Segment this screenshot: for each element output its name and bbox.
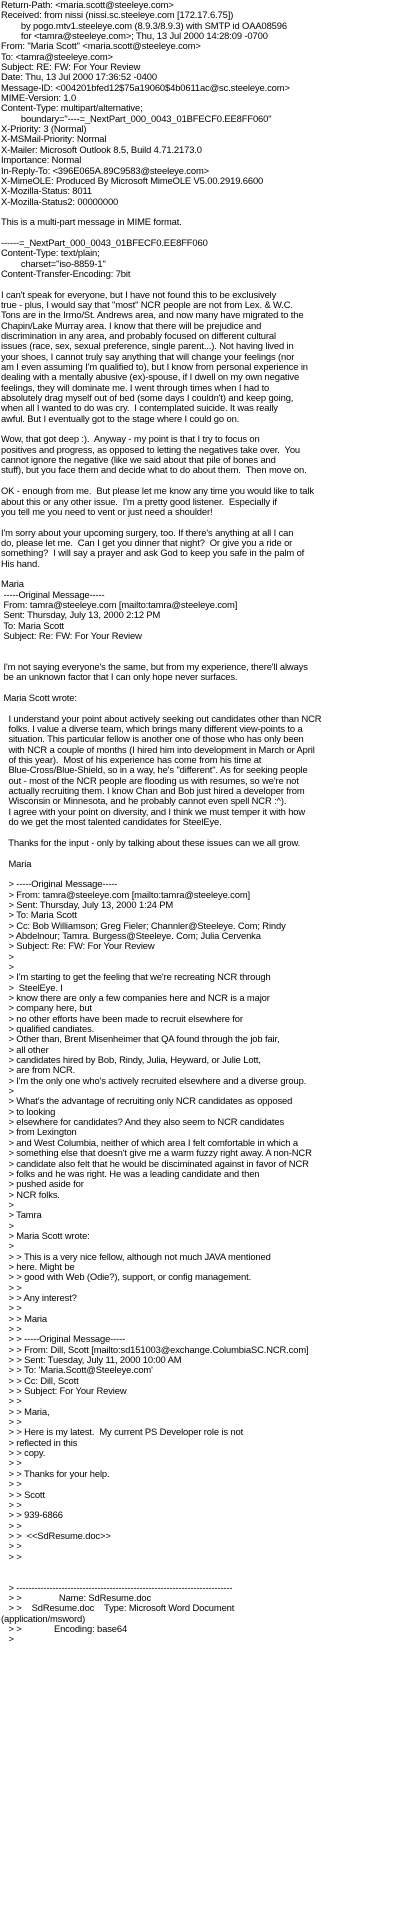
email-line [1,869,418,879]
email-line: > > copy. [1,1448,46,1459]
email-line: > > [1,1479,22,1490]
email-line: X-Priority: 3 (Normal) [1,124,87,135]
email-line: Subject: Re: FW: For Your Review [1,630,142,641]
email-line: > [1,1634,14,1645]
email-line [1,207,418,217]
email-line: > > Sent: Tuesday, July 11, 2000 10:00 AM [1,1355,182,1366]
email-line: > > Name: SdResume.doc [1,1592,152,1603]
email-line: > > SdResume.doc Type: Microsoft Word Document [1,1603,235,1614]
email-line: > To: Maria Scott [1,910,77,921]
email-line: of this year). Most of his experience has come from his time at [1,755,262,766]
email-line: > > [1,1541,22,1552]
email-line: > > To: 'Maria.Scott@Steeleye.com' [1,1365,153,1376]
email-line: I understand your point about actively seeking out candidates other than NCR [1,713,322,724]
email-line: X-MimeOLE: Produced By Microsoft MimeOLE V5.00.2919.6600 [1,175,264,186]
email-line: > > [1,1417,22,1428]
email-line: situation. This particular fellow is another one of those who has only been [1,734,304,745]
email-line: out - most of the NCR people are flooding us with resumes, so we're not [1,775,299,786]
email-line: To: <tamra@steeleye.com> [1,51,113,62]
email-line: I'm not saying everyone's the same, but from my experience, there'll always [1,662,308,672]
email-line: > Abdelnour; Tamra. Burgess@Steeleye. Com; Julia Cervenka [1,930,261,941]
email-line: Maria [1,579,24,590]
email-line [1,641,418,651]
email-line: Blue-Cross/Blue-Shield, so in a way, he's "different". As for seeking people [1,765,308,776]
email-line: > no other efforts have been made to recruit elsewhere for [1,1013,243,1024]
email-line: > here. Might be [1,1261,75,1272]
email-line: about this or any other issue. I'm a pretty good listener. Especially if [1,496,277,507]
email-line: charset="iso-8859-1" [1,258,106,269]
email-line: stuff), but you face them and decide what to do about them. Then move on. [1,465,307,476]
email-line: when all I wanted to do was cry. I contemplated suicide. It was really [1,403,278,414]
email-line: > > 939-6866 [1,1510,63,1521]
email-line [1,703,418,713]
email-line: for <tamra@steeleye.com>; Thu, 13 Jul 2000 14:28:09 -0700 [1,31,268,42]
email-line: > > Maria [1,1313,47,1324]
email-line: > > [1,1282,22,1293]
email-line: be an unknown factor that I can only hope never surfaces. [1,672,238,683]
email-line: > [1,961,14,972]
email-line: > > [1,1396,22,1407]
email-line: > > Here is my latest. My current PS Developer role is not [1,1427,244,1438]
email-line: > > [1,1499,22,1510]
email-line [1,828,418,838]
email-line: Subject: RE: FW: For Your Review [1,62,141,73]
email-line: positives and progress, as opposed to letting the negatives take over. You [1,444,301,455]
email-line: ------=_NextPart_000_0043_01BFECF0.EE8FF060 [1,237,208,248]
email-line: > all other [1,1044,49,1055]
email-line: am I even assuming I'm qualified to), but I know from personal experience in [1,362,308,373]
email-line: by pogo.mtv1.steeleye.com (8.9.3/8.9.3) with SMTP id OAA08596 [1,20,287,31]
email-line [1,279,418,289]
email-line [1,848,418,858]
email-line: > > Cc: Dill, Scott [1,1375,79,1386]
email-line: your shoes, I cannot truly say anything that will change your feelings (nor [1,351,295,362]
email-line: awful. But I eventually got to the stage where I could go on. [1,413,240,424]
email-line: > > Maria, [1,1406,50,1417]
email-line: > Subject: Re: FW: For Your Review [1,941,155,952]
email-line [1,1562,418,1572]
email-line [1,476,418,486]
email-line: Thanks for the input - only by talking about these issues can we all grow. [1,837,301,848]
email-line: discrimination in any area, and probably focused on different cultural [1,331,276,341]
email-line: Date: Thu, 13 Jul 2000 17:36:52 -0400 [1,72,157,83]
email-line [1,424,418,434]
email-line: OK - enough from me. But please let me know any time you would like to talk [1,486,314,497]
email-line [1,652,418,662]
email-line: From: tamra@steeleye.com [mailto:tamra@steeleye.com] [1,599,238,610]
email-line: > from Lexington [1,1127,77,1138]
email-line: > Sent: Thursday, July 13, 2000 1:24 PM [1,899,174,910]
email-line: > > Any interest? [1,1292,77,1303]
email-line: Content-Transfer-Encoding: 7bit [1,268,131,279]
email-line: > reflected in this [1,1437,78,1448]
email-line: do we get the most talented candidates for SteelEye. [1,817,222,828]
email-line [1,683,418,693]
email-line: > company here, but [1,1003,92,1014]
email-line: > [1,1241,14,1252]
email-line: > [1,1220,14,1231]
email-line: > [1,1199,14,1210]
email-line: > > Subject: For Your Review [1,1386,127,1397]
email-line: > candidates hired by Bob, Rindy, Julia, Heyward, or Julie Lott, [1,1055,261,1066]
email-line [1,228,418,238]
email-line: MIME-Version: 1.0 [1,93,77,104]
email-line: > > [1,1551,22,1562]
email-line: > folks and he was right. He was a leading candidate and then [1,1168,260,1179]
email-line: > > [1,1458,22,1469]
email-line: > > <<SdResume.doc>> [1,1530,111,1541]
email-line [1,1572,418,1582]
email-line: > > Encoding: base64 [1,1623,128,1634]
email-line: > [1,951,14,962]
email-line: > > [1,1520,22,1531]
email-line: X-Mozilla-Status: 8011 [1,186,92,197]
email-line [1,517,418,527]
email-line: Wisconsin or Minnesota, and he probably cannot even spell NCR :^). [1,796,287,807]
email-line: true - plus, I would say that "most" NCR people are not from Lex. & W.C. [1,299,293,310]
email-line: In-Reply-To: <396E065A.89C9583@steeleye.com> [1,165,210,176]
email-line: X-Mailer: Microsoft Outlook 8.5, Build 4.71.2173.0 [1,144,202,155]
email-line: (application/msword) [1,1613,86,1624]
email-line: > SteelEye. I [1,982,63,993]
email-line: Received: from nissi (nissi.sc.steeleye.com [172.17.6.75]) [1,10,234,21]
email-line: X-Mozilla-Status2: 00000000 [1,196,119,207]
email-line: From: "Maria Scott" <maria.scott@steeleye.com> [1,41,201,52]
email-line: > > From: Dill, Scott [mailto:sd151003@exchange.ColumbiaSC.NCR.com] [1,1344,309,1355]
email-line: > I'm starting to get the feeling that we're recreating NCR through [1,972,271,983]
email-line: > > -----Original Message----- [1,1334,126,1345]
email-line: > > [1,1324,22,1334]
email-line: > Maria Scott wrote: [1,1230,90,1241]
email-line: I'm sorry about your upcoming surgery, too. If there's anything at all I can [1,527,294,538]
email-line: > are from NCR. [1,1065,76,1076]
email-line: > Tamra [1,1210,42,1221]
email-line: > something else that doesn't give me a warm fuzzy right away. A non-NCR [1,1148,312,1159]
email-line: His hand. [1,558,40,569]
email-line: > and West Columbia, neither of which area I felt comfortable in which a [1,1137,298,1148]
email-line: > > This is a very nice fellow, although not much JAVA mentioned [1,1251,271,1262]
email-line: > > good with Web (Odie?), support, or config management. [1,1272,252,1283]
email-line: issues (race, sex, sexual preference, single parent...). Not having lived in [1,341,294,352]
email-line: > know there are only a few companies here and NCR is a major [1,993,270,1003]
email-line: Tons are in the Irmo/St. Andrews area, and now many have migrated to the [1,310,304,321]
email-line: > pushed aside for [1,1179,84,1190]
email-line: > Other than, Brent Misenheimer that QA found through the job fair, [1,1034,280,1045]
email-line: boundary="----=_NextPart_000_0043_01BFECF0.EE8FF060" [1,113,272,124]
email-line: > From: tamra@steeleye.com [mailto:tamra@steeleye.com] [1,889,250,900]
email-line: Importance: Normal [1,155,82,166]
email-line: > Cc: Bob Williamson; Greg Fieler; Channler@Steeleye. Com; Rindy [1,920,286,931]
email-line [1,569,418,579]
email-line: To: Maria Scott [1,620,65,631]
email-line: > > [1,1303,22,1314]
email-line: folks. I value a diverse team, which brings many different view-points to a [1,724,303,735]
email-line: > NCR folks. [1,1189,60,1200]
email-line: > to looking [1,1106,56,1117]
email-line: Sent: Thursday, July 13, 2000 2:12 PM [1,610,161,621]
email-line: cannot ignore the negative (like we said about that pile of bones and [1,455,276,466]
email-line: dealing with a mentally abusive (ex)-spouse, if I dwell on my own negative [1,372,300,383]
email-line: > -----Original Message----- [1,879,118,890]
email-line: > [1,1086,14,1097]
email-line: Message-ID: <004201bfed12$75a19060$4b0611ac@sc.steeleye.com> [1,82,290,93]
email-line: > > Scott [1,1489,45,1500]
email-line: -----Original Message----- [1,589,105,600]
email-line: Wow, that got deep :). Anyway - my point is that I try to focus on [1,434,260,445]
email-line: X-MSMail-Priority: Normal [1,134,107,145]
email-line: > elsewhere for candidates? And they also seem to NCR candidates [1,1117,285,1128]
email-line: Content-Type: multipart/alternative; [1,103,143,114]
email-line: > I'm the only one who's actively recruited elsewhere and a diverse group. [1,1075,307,1086]
email-line: I can't speak for everyone, but I have not found this to be exclusively [1,289,277,300]
email-line: you tell me you need to vent or just need a shoulder! [1,506,213,517]
email-line: > candidate also felt that he would be disciminated against in favor of NCR [1,1158,309,1169]
email-line: Return-Path: <maria.scott@steeleye.com> [1,0,174,10]
email-line: do, please let me. Can I get you dinner that night? Or give you a ride or [1,537,293,548]
email-line: > qualified candiates. [1,1024,95,1035]
email-line: with NCR a couple of months (I hired him into development in March or April [1,744,315,755]
email-line: feelings, they will dominate me. I went through times when I had to [1,382,270,393]
email-line: Maria [1,858,32,869]
email-line: Maria Scott wrote: [1,693,77,704]
email-line: > ------------------------------------------------------------------------ [1,1582,233,1593]
email-line: absolutely drag myself out of bed (some days I couldn't) and keep going, [1,393,294,404]
email-line: > What's the advantage of recruiting only NCR candidates as opposed [1,1096,293,1107]
email-line: something? I will say a prayer and ask God to keep you safe in the palm of [1,548,305,559]
email-line: Content-Type: text/plain; [1,248,100,259]
email-line: > > Thanks for your help. [1,1468,110,1479]
email-line: This is a multi-part message in MIME format. [1,217,182,228]
email-line: Chapin/Lake Murray area. I know that there will be prejudice and [1,320,262,331]
email-line: actually recruiting them. I know Chan and Bob just hired a developer from [1,786,305,797]
email-line: I agree with your point on diversity, and I think we must temper it with how [1,806,306,817]
